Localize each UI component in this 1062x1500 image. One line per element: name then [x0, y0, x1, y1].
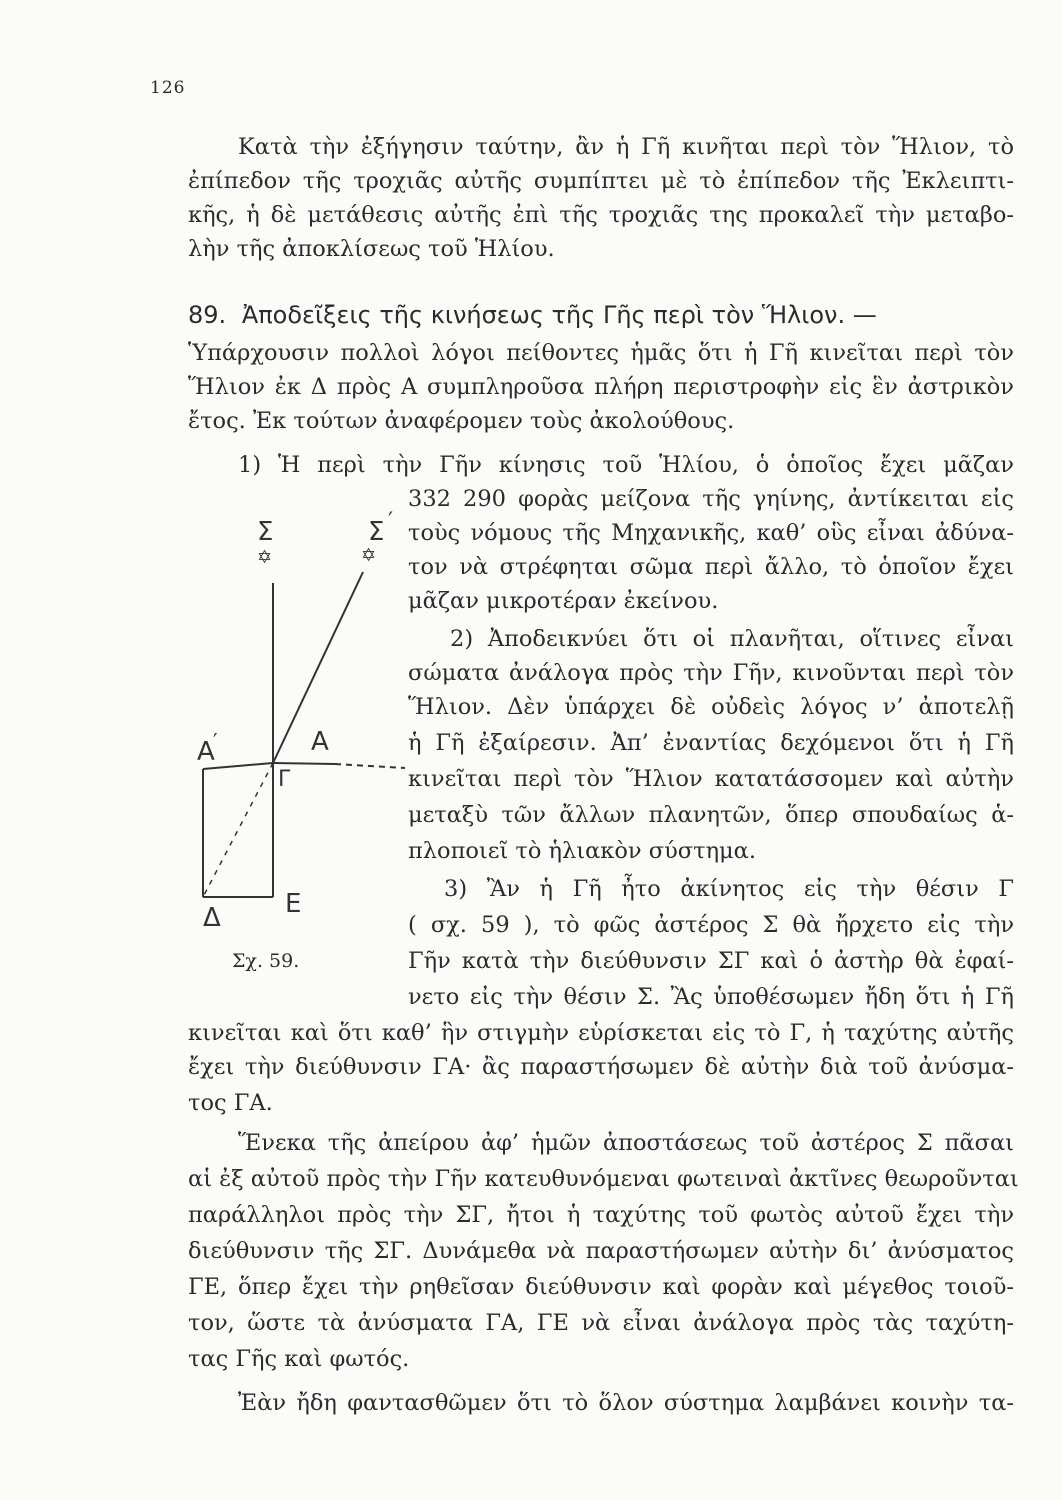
text-line: σώματα ἀνάλογα πρὸς τὴν Γῆν, κινοῦνται περὶ τὸν [408, 660, 1014, 686]
text-line: Ἕνεκα τῆς ἀπείρου ἀφ’ ἡμῶν ἀποστάσεως τοῦ ἀστέρος Σ πᾶσαι [238, 1130, 1014, 1156]
text-line: ἔτος. Ἐκ τούτων ἀναφέρομεν τοὺς ἀκολούθους. [188, 408, 735, 434]
text-line: λὴν τῆς ἀποκλίσεως τοῦ Ἡλίου. [188, 236, 555, 262]
text-line: Γῆν κατὰ τὴν διεύθυνσιν ΣΓ καὶ ὁ ἀστὴρ θὰ ἐφαί- [408, 948, 1014, 974]
label-delta: Δ [203, 903, 221, 933]
text-line: 3) Ἂν ἡ Γῆ ἦτο ἀκίνητος εἰς τὴν θέσιν Γ [444, 876, 1014, 902]
label-gamma: Γ [278, 767, 291, 792]
text-line: ἔχει τὴν διεύθυνσιν ΓΑ· ἂς παραστήσωμεν δὲ αὐτὴν διὰ τοῦ ἀνύσμα- [188, 1054, 1014, 1080]
text-line: Ὑπάρχουσιν πολλοὶ λόγοι πείθοντες ἡμᾶς ὅτι ἡ Γῆ κινεῖται περὶ τὸν [188, 340, 1014, 366]
text-line: 332 290 φορὰς μείζονα τῆς γηίνης, ἀντίκειται εἰς [408, 486, 1014, 512]
section-heading [188, 298, 1014, 332]
figure-59 [185, 509, 405, 975]
text-line: Κατὰ τὴν ἐξήγησιν ταύτην, ἂν ἡ Γῆ κινῆται περὶ τὸν Ἥλιον, τὸ [238, 134, 1014, 160]
label-sigma-prime-mark: ′ [388, 509, 393, 534]
text-line: κινεῖται καὶ ὅτι καθ’ ἣν στιγμὴν εὑρίσκεται εἰς τὸ Γ, ἡ ταχύτης αὐτῆς [188, 1020, 1014, 1046]
text-line: τον, ὥστε τὰ ἀνύσματα ΓΑ, ΓΕ νὰ εἶναι ἀνάλογα πρὸς τὰς ταχύτη- [188, 1310, 1014, 1336]
text-line: ἐπίπεδον τῆς τροχιᾶς αὐτῆς συμπίπτει μὲ τὸ ἐπίπεδον τῆς Ἐκλειπτι- [188, 168, 1014, 194]
label-a-prime-mark: ′ [213, 729, 218, 753]
text-line: κῆς, ἡ δὲ μετάθεσις αὐτῆς ἐπὶ τῆς τροχιᾶς της προκαλεῖ τὴν μεταβο- [188, 202, 1014, 228]
section-title: Ἀποδεῖξεις τῆς κινήσεως τῆς Γῆς περὶ τὸν Ἥλιον. — [241, 301, 877, 329]
text-line: Ἥλιον. Δὲν ὑπάρχει δὲ οὐδεὶς λόγος ν’ ἀποτελῇ [408, 694, 1014, 720]
star-icon: ✡ [361, 545, 377, 566]
label-sigma-prime: Σ [368, 517, 385, 547]
text-line: 2) Ἀποδεικνύει ὅτι οἱ πλανῆται, οἵτινες εἶναι [450, 626, 1014, 652]
section-number: 89. [188, 301, 227, 329]
text-line: παράλληλοι πρὸς τὴν ΣΓ, ἤτοι ἡ ταχύτης τοῦ φωτὸς αὐτοῦ ἔχει τὴν [188, 1202, 1014, 1228]
label-a: Α [311, 727, 329, 757]
text-line: τον νὰ στρέφηται σῶμα περὶ ἄλλο, τὸ ὁποῖον ἔχει [408, 554, 1014, 580]
text-line: τοὺς νόμους τῆς Μηχανικῆς, καθ’ οὓς εἶναι ἀδύνα- [408, 520, 1014, 546]
line-gamma-delta [203, 763, 273, 897]
text-line: διεύθυνσιν τῆς ΣΓ. Δυνάμεθα νὰ παραστήσωμεν αὐτὴν δι’ ἀνύσματος [188, 1238, 1014, 1264]
text-line: 1) Ἡ περὶ τὴν Γῆν κίνησις τοῦ Ἡλίου, ὁ ὁποῖος ἔχει μᾶζαν [238, 452, 1014, 478]
text-line: μεταξὺ τῶν ἄλλων πλανητῶν, ὅπερ σπουδαίως ἁ- [408, 802, 1014, 828]
figure-caption: Σχ. 59. [232, 950, 300, 972]
label-e: Ε [285, 889, 302, 919]
text-line: κινεῖται περὶ τὸν Ἥλιον κατατάσσομεν καὶ αὐτὴν [408, 766, 1014, 792]
text-line: ἡ Γῆ ἐξαίρεσιν. Ἀπ’ ἐναντίας δεχόμενοι ὅτι ἡ Γῆ [408, 730, 1014, 756]
label-a-prime: Α [197, 737, 215, 767]
text-line: ΓΕ, ὅπερ ἔχει τὴν ρηθεῖσαν διεύθυνσιν καὶ φορὰν καὶ μέγεθος τοιοῦ- [188, 1274, 1014, 1300]
text-line: νετο εἰς τὴν θέσιν Σ. Ἂς ὑποθέσωμεν ἤδη ὅτι ἡ Γῆ [408, 984, 1014, 1010]
text-line: πλοποιεῖ τὸ ἡλιακὸν σύστημα. [408, 838, 757, 864]
page-number: 126 [150, 78, 186, 98]
text-line: τος ΓΑ. [188, 1090, 273, 1116]
text-line: Ἥλιον ἐκ Δ πρὸς Α συμπληροῦσα πλήρη περιστροφὴν εἰς ἓν ἀστρικὸν [188, 374, 1014, 400]
label-sigma: Σ [257, 517, 274, 547]
star-icon: ✡ [257, 547, 273, 568]
line-gamma-a [273, 763, 335, 764]
text-line: αἱ ἐξ αὐτοῦ πρὸς τὴν Γῆν κατευθυνόμεναι φωτειναὶ ἀκτῖνες θεωροῦνται [188, 1166, 1019, 1192]
text-line: μᾶζαν μικροτέραν ἐκείνου. [408, 588, 719, 614]
text-line: ( σχ. 59 ), τὸ φῶς ἀστέρος Σ θὰ ἤρχετο εἰς τὴν [408, 912, 1014, 938]
text-line: τας Γῆς καὶ φωτός. [188, 1346, 410, 1372]
text-line: Ἐὰν ἤδη φαντασθῶμεν ὅτι τὸ ὅλον σύστημα λαμβάνει κοινὴν τα- [238, 1390, 1014, 1416]
line-a-extension [335, 764, 405, 768]
